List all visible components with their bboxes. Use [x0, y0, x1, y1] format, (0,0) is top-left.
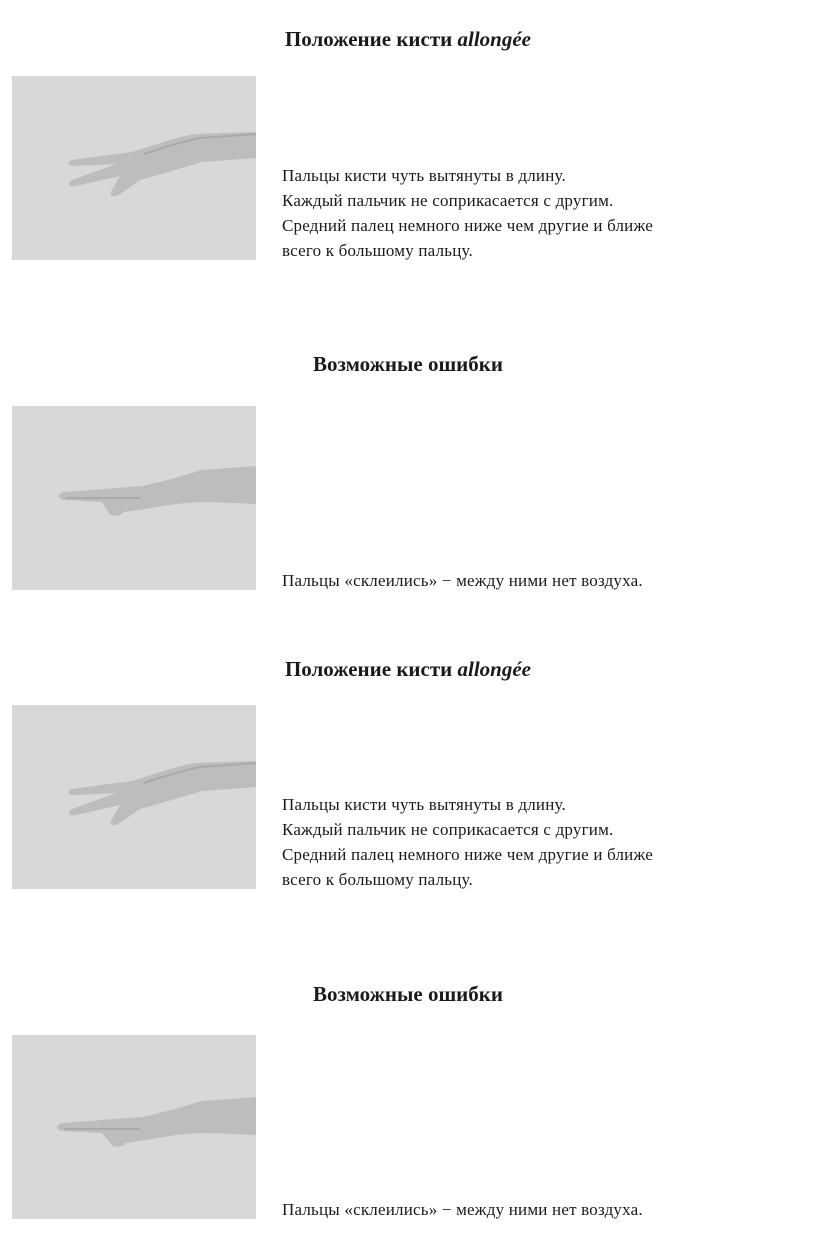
- section-heading-errors-2: [0, 982, 816, 1006]
- caption-allongee-2: [282, 792, 782, 892]
- heading-text: Положение кисти: [284, 27, 458, 51]
- hand-photo-allongee-2: [12, 705, 256, 889]
- caption-line: всего к большому пальцу.: [282, 870, 473, 889]
- section-heading-errors-1: [0, 352, 816, 376]
- caption-error-2: [282, 1197, 782, 1222]
- caption-allongee-1: [282, 163, 782, 263]
- caption-line: Пальцы кисти чуть вытянуты в длину.: [282, 166, 566, 185]
- caption-line: Пальцы «склеились» − между ними нет воздуха.: [282, 571, 643, 590]
- caption-line: Каждый пальчик не соприкасается с другим.: [282, 191, 614, 210]
- heading-text: Возможные ошибки: [313, 352, 503, 376]
- caption-line: Средний палец немного ниже чем другие и ближе: [282, 845, 653, 864]
- heading-text: Возможные ошибки: [313, 982, 503, 1006]
- caption-error-1: [282, 568, 782, 593]
- caption-line: Средний палец немного ниже чем другие и ближе: [282, 216, 653, 235]
- hand-photo-allongee-1: [12, 76, 256, 260]
- section-heading-allongee-2: [0, 657, 816, 681]
- heading-italic: allongée: [457, 27, 532, 51]
- heading-text: Положение кисти: [284, 657, 458, 681]
- caption-line: Пальцы «склеились» − между ними нет воздуха.: [282, 1200, 643, 1219]
- caption-line: всего к большому пальцу.: [282, 241, 473, 260]
- heading-italic: allongée: [457, 657, 532, 681]
- caption-line: Каждый пальчик не соприкасается с другим.: [282, 820, 614, 839]
- section-heading-allongee-1: [0, 27, 816, 51]
- hand-photo-error-1: [12, 406, 256, 590]
- caption-line: Пальцы кисти чуть вытянуты в длину.: [282, 795, 566, 814]
- hand-photo-error-2: [12, 1035, 256, 1219]
